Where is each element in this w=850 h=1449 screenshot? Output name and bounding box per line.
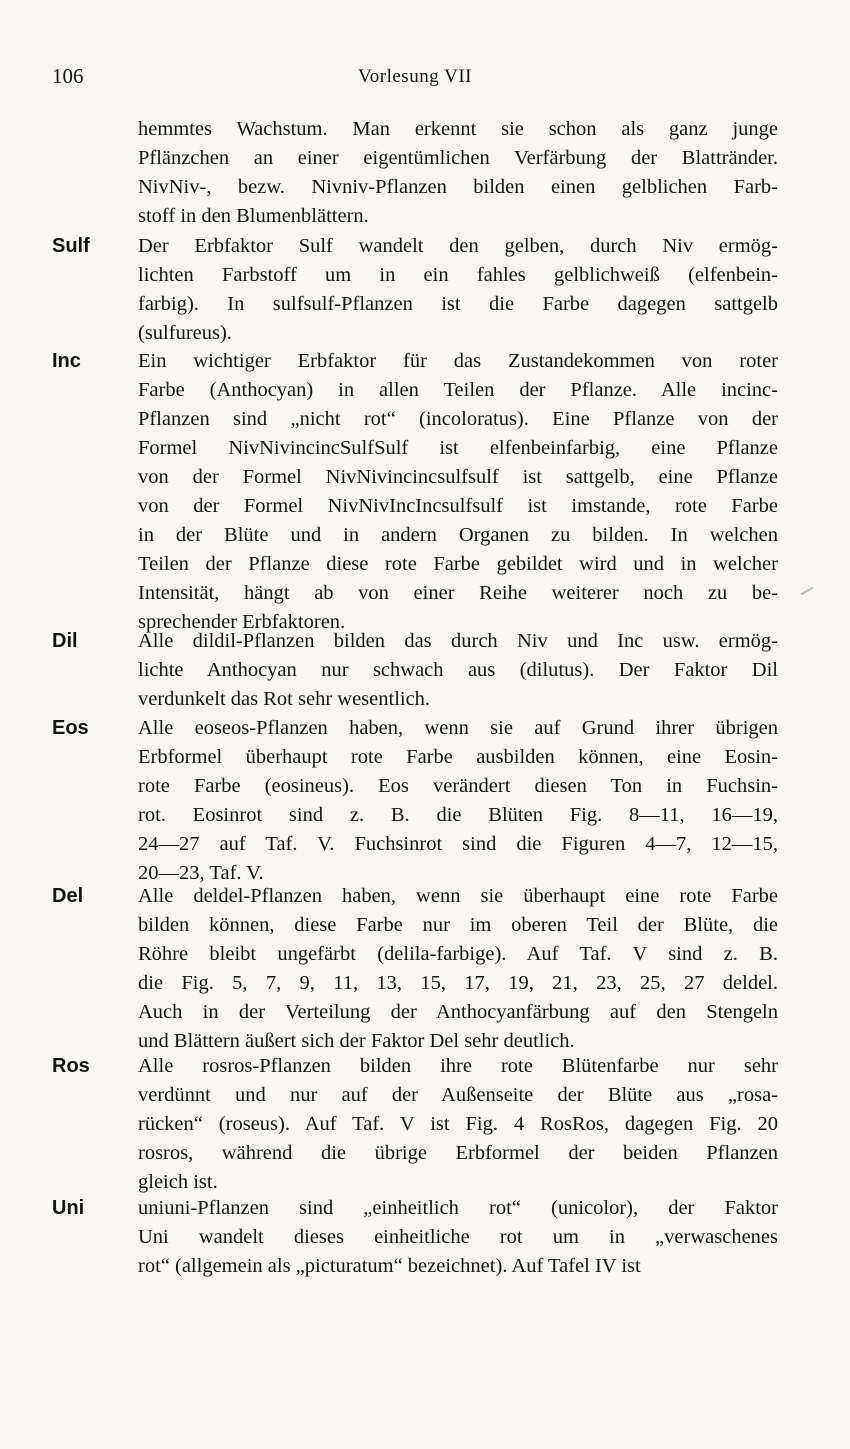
text-line: stoff in den Blumenblättern. [138, 205, 369, 227]
text-line: Röhre bleibt ungefärbt (delila-farbige). Auf Taf. V sind z. B. [138, 943, 778, 965]
text-line: rot“ (allgemein als „picturatum“ bezeichnet). Auf Tafel IV ist [138, 1255, 641, 1277]
text-line: Alle rosros-Pflanzen bilden ihre rote Blütenfarbe nur sehr [138, 1055, 778, 1077]
text-line: rosros, während die übrige Erbformel der beiden Pflanzen [138, 1142, 778, 1164]
margin-label: Uni [52, 1197, 85, 1219]
text-line: farbig). In sulfsulf-Pflanzen ist die Farbe dagegen sattgelb [138, 293, 778, 315]
text-line: verdunkelt das Rot sehr wesentlich. [138, 688, 431, 710]
text-line: rücken“ (roseus). Auf Taf. V ist Fig. 4 RosRos, dagegen Fig. 20 [138, 1113, 778, 1135]
paragraph-text [138, 1052, 778, 1197]
paragraph-text [138, 882, 778, 1056]
text-line: Formel NivNivincincSulfSulf ist elfenbeinfarbig, eine Pflanze [138, 437, 778, 459]
text-line: NivNiv-, bezw. Nivniv-Pflanzen bilden einen gelblichen Farb- [138, 176, 778, 198]
page-number: 106 [52, 64, 84, 88]
text-line: und Blättern äußert sich der Faktor Del sehr deutlich. [138, 1030, 575, 1052]
text-line: sprechender Erbfaktoren. [138, 611, 346, 633]
text-line: verdünnt und nur auf der Außenseite der Blüte aus „rosa- [138, 1084, 778, 1106]
paragraph-text [138, 232, 778, 348]
paragraph-text [138, 627, 778, 714]
running-title: Vorlesung VII [358, 66, 472, 87]
text-line: rot. Eosinrot sind z. B. die Blüten Fig. 8—11, 16—19, [138, 804, 778, 826]
text-line: Der Erbfaktor Sulf wandelt den gelben, durch Niv ermög- [138, 235, 778, 257]
text-line: Uni wandelt dieses einheitliche rot um in „verwaschenes [138, 1226, 778, 1248]
margin-label: Ros [52, 1055, 90, 1077]
text-line: lichte Anthocyan nur schwach aus (dilutus). Der Faktor Dil [138, 659, 778, 681]
text-line: in der Blüte und in andern Organen zu bilden. In welchen [138, 524, 778, 546]
paragraph-text [138, 1194, 778, 1281]
text-line: rote Farbe (eosineus). Eos verändert diesen Ton in Fuchsin- [138, 775, 778, 797]
margin-label: Eos [52, 717, 89, 739]
text-line: von der Formel NivNivIncIncsulfsulf ist imstande, rote Farbe [138, 495, 778, 517]
text-line: Teilen der Pflanze diese rote Farbe gebildet wird und in welcher [138, 553, 778, 575]
text-line: lichten Farbstoff um in ein fahles gelblichweiß (elfenbein- [138, 264, 778, 286]
paragraph-text [138, 115, 778, 231]
paragraph-text [138, 714, 778, 888]
text-line: Alle dildil-Pflanzen bilden das durch Niv und Inc usw. ermög- [138, 630, 778, 652]
text-line: bilden können, diese Farbe nur im oberen Teil der Blüte, die [138, 914, 778, 936]
text-line: gleich ist. [138, 1171, 218, 1193]
text-line: die Fig. 5, 7, 9, 11, 13, 15, 17, 19, 21, 23, 25, 27 deldel. [138, 972, 778, 994]
text-line: 24—27 auf Taf. V. Fuchsinrot sind die Figuren 4—7, 12—15, [138, 833, 778, 855]
text-line: Pflänzchen an einer eigentümlichen Verfärbung der Blattränder. [138, 147, 778, 169]
text-line: Ein wichtiger Erbfaktor für das Zustandekommen von roter [138, 350, 778, 372]
text-line: Alle eoseos-Pflanzen haben, wenn sie auf Grund ihrer übrigen [138, 717, 778, 739]
text-line: Alle deldel-Pflanzen haben, wenn sie überhaupt eine rote Farbe [138, 885, 778, 907]
text-line: Pflanzen sind „nicht rot“ (incoloratus). Eine Pflanze von der [138, 408, 778, 430]
text-line: Intensität, hängt ab von einer Reihe weiterer noch zu be- [138, 582, 778, 604]
margin-label: Inc [52, 350, 81, 372]
text-line: hemmtes Wachstum. Man erkennt sie schon als ganz junge [138, 118, 778, 140]
page-header [0, 64, 850, 94]
text-line: uniuni-Pflanzen sind „einheitlich rot“ (unicolor), der Faktor [138, 1197, 778, 1219]
margin-label: Del [52, 885, 84, 907]
margin-label: Sulf [52, 235, 90, 257]
text-line: Auch in der Verteilung der Anthocyanfärbung auf den Stengeln [138, 1001, 778, 1023]
text-line: von der Formel NivNivincincsulfsulf ist sattgelb, eine Pflanze [138, 466, 778, 488]
text-line: 20—23, Taf. V. [138, 862, 264, 884]
text-line: Erbformel überhaupt rote Farbe ausbilden können, eine Eosin- [138, 746, 778, 768]
scan-speck [800, 587, 813, 596]
text-line: Farbe (Anthocyan) in allen Teilen der Pflanze. Alle incinc- [138, 379, 778, 401]
text-line: (sulfureus). [138, 322, 232, 344]
margin-label: Dil [52, 630, 78, 652]
paragraph-text [138, 347, 778, 637]
